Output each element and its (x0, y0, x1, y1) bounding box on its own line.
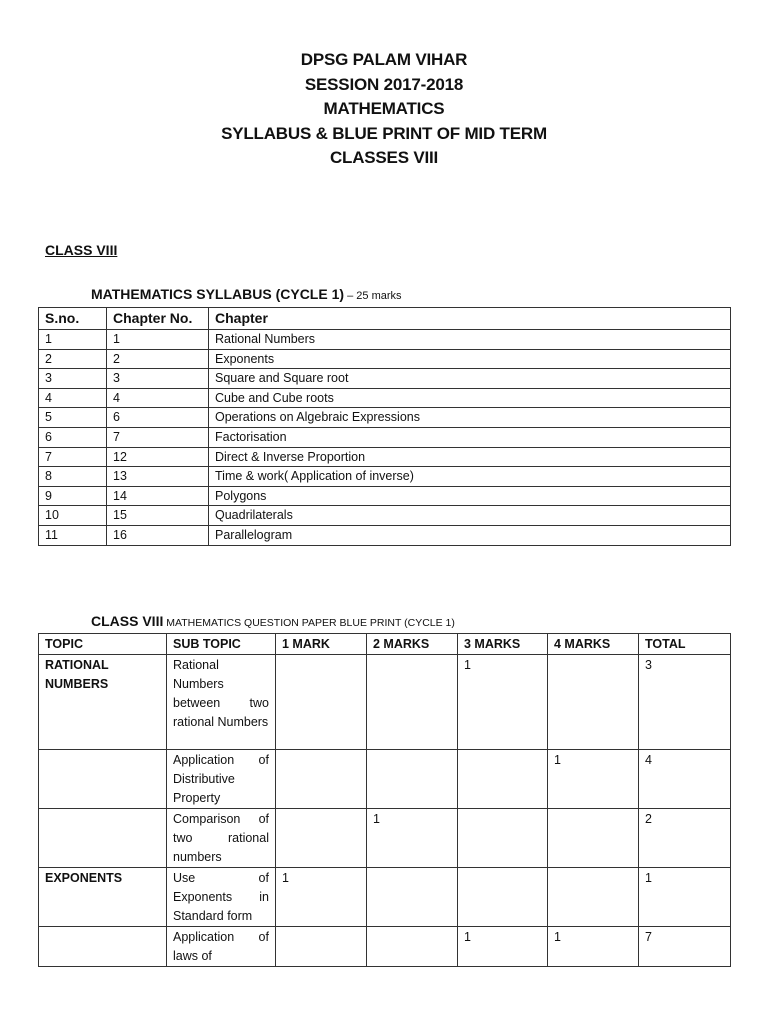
cell-2-marks: 1 (367, 809, 458, 868)
blueprint-caption-class: CLASS VIII (91, 613, 164, 629)
cell-chapter-no: 6 (107, 408, 209, 428)
header-sub-topic: SUB TOPIC (167, 634, 276, 655)
cell-chapter: Direct & Inverse Proportion (209, 447, 731, 467)
cell-3-marks (458, 809, 548, 868)
cell-chapter: Operations on Algebraic Expressions (209, 408, 731, 428)
blueprint-caption-title: MATHEMATICS QUESTION PAPER BLUE PRINT (CYCLE 1) (163, 617, 455, 629)
cell-sno: 2 (39, 349, 107, 369)
cell-chapter: Exponents (209, 349, 731, 369)
header-chapter-no: Chapter No. (107, 308, 209, 330)
cell-1-mark (276, 655, 367, 750)
cell-1-mark (276, 750, 367, 809)
class-label: CLASS VIII (45, 242, 118, 258)
cell-sub-topic: Application of laws of (167, 927, 276, 967)
cell-chapter-no: 15 (107, 506, 209, 526)
table-row (39, 369, 731, 389)
syllabus-header-row (39, 308, 731, 330)
cell-3-marks (458, 868, 548, 927)
header-4-marks: 4 MARKS (548, 634, 639, 655)
cell-topic: EXPONENTS (39, 868, 167, 927)
cell-chapter: Quadrilaterals (209, 506, 731, 526)
cell-sno: 11 (39, 525, 107, 545)
cell-chapter: Parallelogram (209, 525, 731, 545)
cell-2-marks (367, 655, 458, 750)
cell-chapter: Factorisation (209, 427, 731, 447)
cell-1-mark: 1 (276, 868, 367, 927)
table-row (39, 506, 731, 526)
cell-chapter-no: 12 (107, 447, 209, 467)
school-name: DPSG PALAM VIHAR (300, 50, 468, 69)
cell-chapter-no: 16 (107, 525, 209, 545)
cell-3-marks: 1 (458, 655, 548, 750)
blueprint-table (38, 633, 731, 967)
cell-4-marks (548, 655, 639, 750)
cell-2-marks (367, 927, 458, 967)
header-total: TOTAL (639, 634, 731, 655)
cell-4-marks (548, 868, 639, 927)
document-title: SYLLABUS & BLUE PRINT OF MID TERM (221, 123, 547, 143)
cell-chapter-no: 13 (107, 467, 209, 487)
cell-chapter: Polygons (209, 486, 731, 506)
cell-chapter: Cube and Cube roots (209, 388, 731, 408)
syllabus-caption (91, 286, 402, 302)
cell-sno: 4 (39, 388, 107, 408)
session-title: SESSION 2017-2018 (304, 74, 464, 94)
header-topic: TOPIC (39, 634, 167, 655)
cell-sno: 10 (39, 506, 107, 526)
syllabus-caption-title: MATHEMATICS SYLLABUS (CYCLE 1) (91, 286, 345, 302)
header-3-marks: 3 MARKS (458, 634, 548, 655)
cell-chapter-no: 14 (107, 486, 209, 506)
table-row (39, 750, 731, 809)
syllabus-table (38, 307, 731, 546)
cell-chapter-no: 1 (107, 330, 209, 350)
header-sno: S.no. (39, 308, 107, 330)
cell-sno: 5 (39, 408, 107, 428)
cell-4-marks: 1 (548, 750, 639, 809)
cell-chapter-no: 7 (107, 427, 209, 447)
cell-1-mark (276, 809, 367, 868)
cell-total: 2 (639, 809, 731, 868)
cell-chapter: Rational Numbers (209, 330, 731, 350)
cell-sno: 1 (39, 330, 107, 350)
table-row (39, 330, 731, 350)
table-row (39, 809, 731, 868)
cell-sub-topic: Rational Numbers between two rational Numbers (167, 655, 276, 750)
cell-topic: RATIONAL NUMBERS (39, 655, 167, 750)
cell-topic (39, 927, 167, 967)
cell-sub-topic: Comparison of two rational numbers (167, 809, 276, 868)
header-1-mark: 1 MARK (276, 634, 367, 655)
cell-total: 1 (639, 868, 731, 927)
cell-2-marks (367, 868, 458, 927)
table-row (39, 868, 731, 927)
cell-sno: 3 (39, 369, 107, 389)
blueprint-caption (91, 613, 455, 629)
cell-3-marks: 1 (458, 927, 548, 967)
subject-title: MATHEMATICS (323, 99, 445, 118)
header-2-marks: 2 MARKS (367, 634, 458, 655)
table-row (39, 349, 731, 369)
document-header (0, 48, 768, 171)
classes-title: CLASSES VIII (329, 148, 439, 167)
table-row (39, 408, 731, 428)
cell-4-marks: 1 (548, 927, 639, 967)
table-row (39, 447, 731, 467)
cell-sno: 7 (39, 447, 107, 467)
cell-2-marks (367, 750, 458, 809)
table-row (39, 927, 731, 967)
cell-total: 4 (639, 750, 731, 809)
header-chapter: Chapter (209, 308, 731, 330)
cell-total: 3 (639, 655, 731, 750)
cell-sno: 9 (39, 486, 107, 506)
cell-3-marks (458, 750, 548, 809)
table-row (39, 655, 731, 750)
cell-chapter-no: 2 (107, 349, 209, 369)
table-row (39, 388, 731, 408)
cell-chapter: Square and Square root (209, 369, 731, 389)
cell-chapter-no: 3 (107, 369, 209, 389)
table-row (39, 467, 731, 487)
cell-sub-topic: Application of Distributive Property (167, 750, 276, 809)
cell-sno: 6 (39, 427, 107, 447)
syllabus-caption-marks: – 25 marks (344, 290, 402, 302)
cell-chapter: Time & work( Application of inverse) (209, 467, 731, 487)
blueprint-header-row (39, 634, 731, 655)
cell-1-mark (276, 927, 367, 967)
cell-topic (39, 809, 167, 868)
cell-total: 7 (639, 927, 731, 967)
table-row (39, 486, 731, 506)
cell-topic (39, 750, 167, 809)
cell-sub-topic: Use of Exponents in Standard form (167, 868, 276, 927)
cell-4-marks (548, 809, 639, 868)
cell-sno: 8 (39, 467, 107, 487)
table-row (39, 427, 731, 447)
table-row (39, 525, 731, 545)
cell-chapter-no: 4 (107, 388, 209, 408)
